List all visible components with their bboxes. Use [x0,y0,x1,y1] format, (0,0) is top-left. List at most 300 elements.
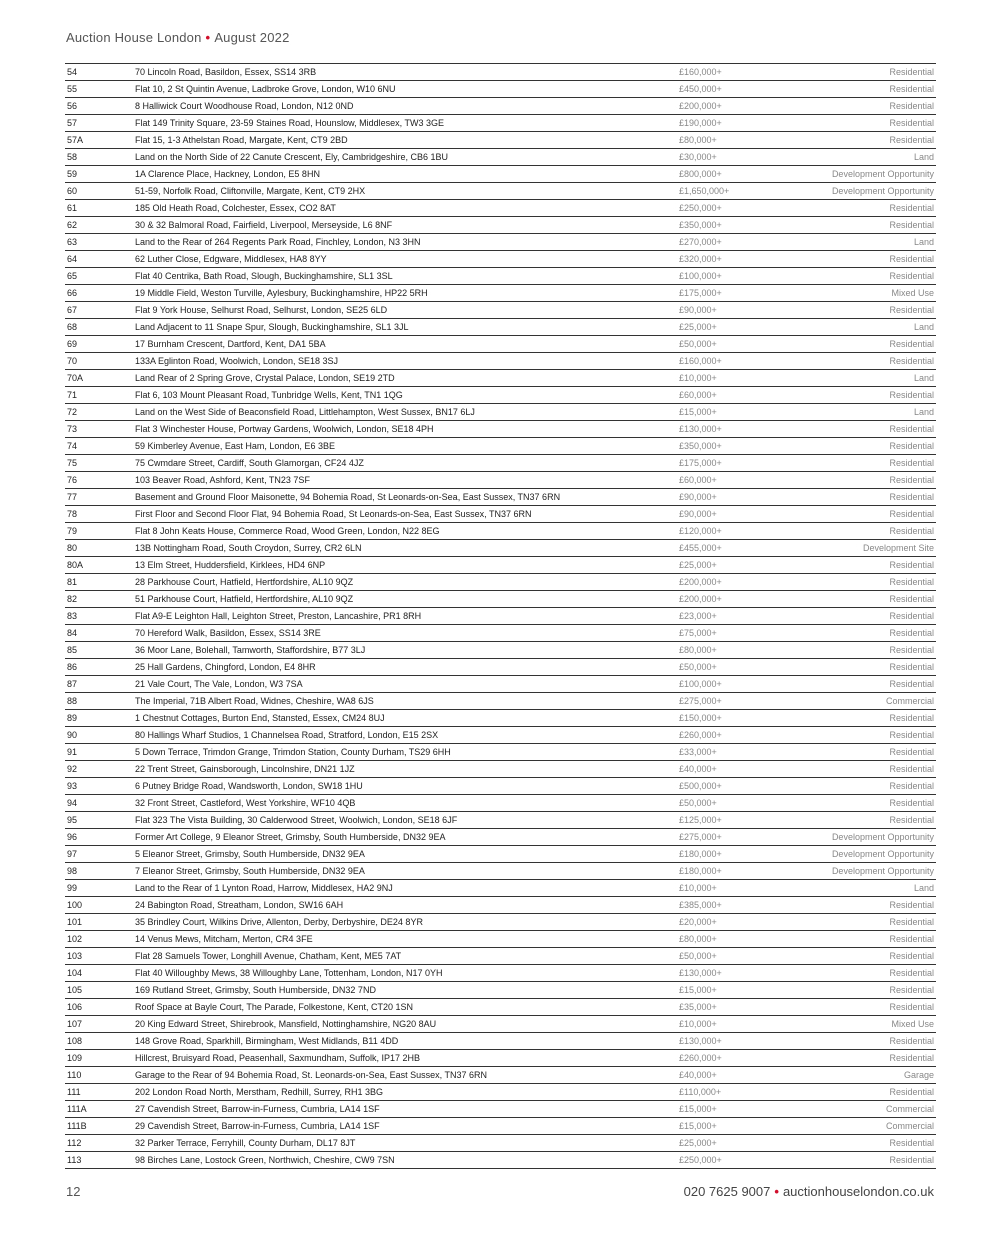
table-row [65,234,936,251]
website-link[interactable]: auctionhouselondon.co.uk [782,1184,934,1199]
lot-number: 76 [67,475,78,485]
table-row [65,914,936,931]
lot-number: 104 [67,968,83,978]
property-address: 30 & 32 Balmoral Road, Fairfield, Liverpool, Merseyside, L6 8NF [135,220,393,230]
guide-price: £270,000+ [679,237,722,247]
guide-price: £175,000+ [679,288,722,298]
property-type: Mixed Use [891,288,934,298]
property-address: 51 Parkhouse Court, Hatfield, Hertfordshire, AL10 9QZ [135,594,354,604]
lot-number: 70 [67,356,78,366]
property-type: Residential [889,764,934,774]
property-address: 5 Down Terrace, Trimdon Grange, Trimdon Station, County Durham, TS29 6HH [135,747,451,757]
guide-price: £130,000+ [679,1036,722,1046]
property-address: Flat 40 Centrika, Bath Road, Slough, Buckinghamshire, SL1 3SL [135,271,393,281]
property-type: Residential [889,917,934,927]
property-address: Land to the Rear of 1 Lynton Road, Harrow, Middlesex, HA2 9NJ [135,883,393,893]
guide-price: £200,000+ [679,594,722,604]
property-type: Residential [889,441,934,451]
phone-number: 020 7625 9007 [683,1184,771,1199]
table-row [65,999,936,1016]
lot-number: 85 [67,645,78,655]
lot-number: 97 [67,849,78,859]
property-address: Flat 6, 103 Mount Pleasant Road, Tunbridge Wells, Kent, TN1 1QG [135,390,403,400]
lot-number: 112 [67,1138,82,1148]
property-type: Land [913,407,934,417]
property-address: Flat 8 John Keats House, Commerce Road, Wood Green, London, N22 8EG [135,526,440,536]
table-row [65,217,936,234]
guide-price: £120,000+ [679,526,722,536]
guide-price: £190,000+ [679,118,722,128]
lot-number: 100 [67,900,83,910]
property-type: Development Opportunity [831,186,934,196]
guide-price: £90,000+ [679,492,717,502]
guide-price: £100,000+ [679,679,722,689]
lot-number: 57 [67,118,78,128]
table-row [65,200,936,217]
property-type: Residential [889,118,934,128]
table-row [65,625,936,642]
guide-price: £30,000+ [679,152,717,162]
table-row [65,659,936,676]
table-row [65,64,936,81]
property-type: Residential [889,781,934,791]
property-address: 36 Moor Lane, Bolehall, Tamworth, Staffordshire, B77 3LJ [135,645,366,655]
property-address: Land on the North Side of 22 Canute Crescent, Ely, Cambridgeshire, CB6 1BU [135,152,449,162]
lot-number: 69 [67,339,78,349]
lot-number: 67 [67,305,78,315]
property-type: Residential [889,900,934,910]
lot-number: 59 [67,169,78,179]
property-type: Residential [889,424,934,434]
lot-number: 82 [67,594,78,604]
property-type: Residential [889,458,934,468]
guide-price: £15,000+ [679,1121,717,1131]
lot-number: 62 [67,220,78,230]
property-type: Residential [889,1036,934,1046]
property-type: Residential [889,67,934,77]
guide-price: £1,650,000+ [679,186,730,196]
lot-number: 91 [67,747,78,757]
table-row [65,251,936,268]
table-row [65,829,936,846]
guide-price: £110,000+ [679,1087,722,1097]
table-row [65,506,936,523]
lot-number: 55 [67,84,78,94]
guide-price: £40,000+ [679,1070,717,1080]
lot-number: 94 [67,798,78,808]
property-type: Residential [889,101,934,111]
table-row [65,761,936,778]
guide-price: £450,000+ [679,84,722,94]
lot-number: 68 [67,322,78,332]
lot-number: 61 [67,203,78,213]
guide-price: £10,000+ [679,1019,717,1029]
guide-price: £15,000+ [679,1104,717,1114]
guide-price: £90,000+ [679,305,717,315]
property-type: Residential [889,84,934,94]
table-row [65,149,936,166]
lot-number: 111 [67,1087,81,1097]
footer-separator-dot: • [774,1184,779,1199]
lot-number: 90 [67,730,78,740]
property-type: Residential [889,203,934,213]
property-type: Residential [889,475,934,485]
table-row [65,574,936,591]
lot-number: 83 [67,611,78,621]
guide-price: £130,000+ [679,424,722,434]
lot-number: 79 [67,526,78,536]
property-address: 27 Cavendish Street, Barrow-in-Furness, Cumbria, LA14 1SF [135,1104,380,1114]
property-address: Flat 10, 2 St Quintin Avenue, Ladbroke Grove, London, W10 6NU [135,84,396,94]
lot-number: 66 [67,288,78,298]
property-address: 59 Kimberley Avenue, East Ham, London, E6 3BE [135,441,335,451]
property-type: Residential [889,951,934,961]
property-type: Residential [889,220,934,230]
guide-price: £80,000+ [679,645,717,655]
table-row [65,132,936,149]
guide-price: £33,000+ [679,747,717,757]
property-address: 24 Babington Road, Streatham, London, SW16 6AH [135,900,344,910]
lot-number: 54 [67,67,78,77]
table-row [65,1152,936,1169]
lot-number: 89 [67,713,78,723]
property-address: Flat 9 York House, Selhurst Road, Selhurst, London, SE25 6LD [135,305,388,315]
page-header [66,30,290,45]
lot-number: 108 [67,1036,83,1046]
lot-number: 80 [67,543,78,553]
lot-number: 58 [67,152,78,162]
table-row [65,81,936,98]
table-row [65,370,936,387]
property-address: 1A Clarence Place, Hackney, London, E5 8HN [135,169,320,179]
lot-number: 81 [67,577,78,587]
lot-number: 74 [67,441,78,451]
table-row [65,115,936,132]
guide-price: £23,000+ [679,611,717,621]
lot-number: 111A [67,1104,87,1114]
property-type: Residential [889,577,934,587]
guide-price: £90,000+ [679,509,717,519]
property-type: Residential [889,611,934,621]
table-row [65,387,936,404]
property-address: Flat 3 Winchester House, Portway Gardens, Woolwich, London, SE18 4PH [135,424,434,434]
table-row [65,846,936,863]
property-address: Hillcrest, Bruisyard Road, Peasenhall, Saxmundham, Suffolk, IP17 2HB [135,1053,420,1063]
property-type: Land [913,152,934,162]
property-type: Land [913,237,934,247]
lot-number: 113 [67,1155,82,1165]
lot-number: 56 [67,101,78,111]
guide-price: £100,000+ [679,271,722,281]
property-address: Flat A9-E Leighton Hall, Leighton Street, Preston, Lancashire, PR1 8RH [135,611,422,621]
guide-price: £200,000+ [679,577,722,587]
table-row [65,455,936,472]
header-separator-dot: • [205,30,211,45]
guide-price: £25,000+ [679,1138,717,1148]
property-type: Garage [903,1070,934,1080]
table-row [65,897,936,914]
guide-price: £320,000+ [679,254,722,264]
table-row [65,1067,936,1084]
property-address: 80 Hallings Wharf Studios, 1 Channelsea Road, Stratford, London, E15 2SX [135,730,439,740]
lot-number: 84 [67,628,78,638]
property-address: 75 Cwmdare Street, Cardiff, South Glamorgan, CF24 4JZ [135,458,364,468]
property-type: Residential [889,1053,934,1063]
guide-price: £80,000+ [679,934,717,944]
table-row [65,1101,936,1118]
table-row [65,693,936,710]
property-address: Flat 28 Samuels Tower, Longhill Avenue, Chatham, Kent, ME5 7AT [135,951,402,961]
lot-number: 71 [67,390,78,400]
property-address: 32 Front Street, Castleford, West Yorkshire, WF10 4QB [135,798,356,808]
property-address: 5 Eleanor Street, Grimsby, South Humberside, DN32 9EA [135,849,365,859]
guide-price: £60,000+ [679,475,717,485]
table-row [65,472,936,489]
lot-number: 72 [67,407,78,417]
lot-number: 93 [67,781,78,791]
property-address: Basement and Ground Floor Maisonette, 94 Bohemia Road, St Leonards-on-Sea, East Sussex, TN37 6RN [135,492,561,502]
lot-number: 70A [67,373,84,383]
lot-number: 102 [67,934,83,944]
lot-number: 80A [67,560,84,570]
property-address: 148 Grove Road, Sparkhill, Birmingham, West Midlands, B11 4DD [135,1036,399,1046]
property-address: 185 Old Heath Road, Colchester, Essex, CO2 8AT [135,203,336,213]
property-address: First Floor and Second Floor Flat, 94 Bohemia Road, St Leonards-on-Sea, East Sussex, TN37 6RN [135,509,532,519]
table-row [65,540,936,557]
table-row [65,642,936,659]
lot-number: 95 [67,815,78,825]
property-type: Residential [889,798,934,808]
guide-price: £260,000+ [679,1053,722,1063]
property-type: Residential [889,679,934,689]
table-row [65,523,936,540]
guide-price: £40,000+ [679,764,717,774]
table-row [65,1118,936,1135]
table-row [65,676,936,693]
property-type: Residential [889,1087,934,1097]
guide-price: £175,000+ [679,458,722,468]
table-row [65,982,936,999]
property-type: Commercial [885,1104,934,1114]
property-address: 70 Hereford Walk, Basildon, Essex, SS14 3RE [135,628,321,638]
property-type: Residential [889,509,934,519]
property-type: Residential [889,492,934,502]
property-type: Residential [889,1155,934,1165]
property-type: Residential [889,747,934,757]
guide-price: £180,000+ [679,849,722,859]
lot-number: 64 [67,254,78,264]
property-type: Commercial [885,1121,934,1131]
property-address: Land Rear of 2 Spring Grove, Crystal Palace, London, SE19 2TD [135,373,395,383]
guide-price: £150,000+ [679,713,722,723]
lot-number: 99 [67,883,78,893]
guide-price: £275,000+ [679,696,722,706]
property-type: Mixed Use [891,1019,934,1029]
lot-number: 98 [67,866,78,876]
guide-price: £200,000+ [679,101,722,111]
property-address: Flat 40 Willoughby Mews, 38 Willoughby Lane, Tottenham, London, N17 0YH [135,968,443,978]
property-type: Residential [889,135,934,145]
guide-price: £260,000+ [679,730,722,740]
property-address: 6 Putney Bridge Road, Wandsworth, London, SW18 1HU [135,781,363,791]
table-row [65,591,936,608]
property-address: 25 Hall Gardens, Chingford, London, E4 8HR [135,662,316,672]
page-footer-contact [684,1184,934,1199]
guide-price: £180,000+ [679,866,722,876]
property-address: Flat 149 Trinity Square, 23-59 Staines Road, Hounslow, Middlesex, TW3 3GE [135,118,444,128]
property-type: Residential [889,560,934,570]
property-type: Residential [889,934,934,944]
property-address: 21 Vale Court, The Vale, London, W3 7SA [135,679,303,689]
property-address: The Imperial, 71B Albert Road, Widnes, Cheshire, WA8 6JS [135,696,374,706]
property-address: Roof Space at Bayle Court, The Parade, Folkestone, Kent, CT20 1SN [135,1002,413,1012]
property-type: Residential [889,713,934,723]
table-row [65,183,936,200]
guide-price: £60,000+ [679,390,717,400]
table-row [65,1135,936,1152]
table-row [65,557,936,574]
lot-number: 111B [67,1121,87,1131]
table-row [65,336,936,353]
guide-price: £275,000+ [679,832,722,842]
property-type: Residential [889,968,934,978]
guide-price: £80,000+ [679,135,717,145]
lot-number: 109 [67,1053,83,1063]
lot-number: 63 [67,237,78,247]
guide-price: £20,000+ [679,917,717,927]
property-type: Residential [889,339,934,349]
property-type: Residential [889,628,934,638]
property-address: Land on the West Side of Beaconsfield Road, Littlehampton, West Sussex, BN17 6LJ [135,407,475,417]
property-address: 7 Eleanor Street, Grimsby, South Humberside, DN32 9EA [135,866,365,876]
auction-date: August 2022 [214,30,290,45]
guide-price: £800,000+ [679,169,722,179]
guide-price: £75,000+ [679,628,717,638]
property-type: Residential [889,254,934,264]
property-address: 62 Luther Close, Edgware, Middlesex, HA8 8YY [135,254,327,264]
property-type: Land [913,322,934,332]
table-row [65,795,936,812]
lot-number: 105 [67,985,83,995]
lot-number: 107 [67,1019,83,1029]
property-type: Development Opportunity [831,832,934,842]
property-address: 1 Chestnut Cottages, Burton End, Stansted, Essex, CM24 8UJ [135,713,385,723]
property-type: Residential [889,645,934,655]
guide-price: £385,000+ [679,900,722,910]
guide-price: £160,000+ [679,356,722,366]
guide-price: £25,000+ [679,322,717,332]
property-address: 14 Venus Mews, Mitcham, Merton, CR4 3FE [135,934,313,944]
property-address: Flat 15, 1-3 Athelstan Road, Margate, Kent, CT9 2BD [135,135,348,145]
table-row [65,744,936,761]
guide-price: £35,000+ [679,1002,717,1012]
lot-number: 96 [67,832,78,842]
property-type: Residential [889,594,934,604]
guide-price: £25,000+ [679,560,717,570]
property-type: Residential [889,815,934,825]
guide-price: £50,000+ [679,951,717,961]
property-address: Former Art College, 9 Eleanor Street, Grimsby, South Humberside, DN32 9EA [135,832,446,842]
property-type: Development Opportunity [831,169,934,179]
property-address: 19 Middle Field, Weston Turville, Aylesbury, Buckinghamshire, HP22 5RH [135,288,428,298]
guide-price: £50,000+ [679,798,717,808]
property-address: 13B Nottingham Road, South Croydon, Surrey, CR2 6LN [135,543,362,553]
property-type: Residential [889,662,934,672]
lot-number: 88 [67,696,78,706]
lot-number: 60 [67,186,78,196]
table-row [65,727,936,744]
guide-price: £455,000+ [679,543,722,553]
property-address: Garage to the Rear of 94 Bohemia Road, St. Leonards-on-Sea, East Sussex, TN37 6RN [135,1070,488,1080]
property-address: 17 Burnham Crescent, Dartford, Kent, DA1 5BA [135,339,326,349]
property-address: 22 Trent Street, Gainsborough, Lincolnshire, DN21 1JZ [135,764,355,774]
property-address: 32 Parker Terrace, Ferryhill, County Durham, DL17 8JT [135,1138,356,1148]
guide-price: £50,000+ [679,662,717,672]
property-address: Land to the Rear of 264 Regents Park Road, Finchley, London, N3 3HN [135,237,421,247]
property-address: 35 Brindley Court, Wilkins Drive, Allenton, Derby, Derbyshire, DE24 8YR [135,917,423,927]
guide-price: £10,000+ [679,883,717,893]
property-type: Residential [889,356,934,366]
table-row [65,421,936,438]
guide-price: £160,000+ [679,67,722,77]
lots-table [65,63,936,1169]
property-type: Residential [889,985,934,995]
guide-price: £10,000+ [679,373,717,383]
table-row [65,863,936,880]
lot-number: 78 [67,509,78,519]
table-row [65,285,936,302]
property-address: 13 Elm Street, Huddersfield, Kirklees, HD4 6NP [135,560,326,570]
lot-number: 101 [67,917,83,927]
org-name: Auction House London [66,30,202,45]
table-row [65,931,936,948]
lot-number: 73 [67,424,78,434]
lot-number: 92 [67,764,78,774]
property-type: Development Opportunity [831,866,934,876]
property-type: Residential [889,271,934,281]
guide-price: £350,000+ [679,220,722,230]
guide-price: £15,000+ [679,985,717,995]
property-type: Residential [889,390,934,400]
table-row [65,880,936,897]
table-row [65,166,936,183]
property-address: 202 London Road North, Merstham, Redhill, Surrey, RH1 3BG [135,1087,383,1097]
guide-price: £130,000+ [679,968,722,978]
guide-price: £125,000+ [679,815,722,825]
property-address: 103 Beaver Road, Ashford, Kent, TN23 7SF [135,475,310,485]
guide-price: £500,000+ [679,781,722,791]
lot-number: 87 [67,679,78,689]
property-address: Flat 323 The Vista Building, 30 Calderwood Street, Woolwich, London, SE18 6JF [135,815,458,825]
table-row [65,438,936,455]
table-row [65,710,936,727]
table-row [65,608,936,625]
property-address: 98 Birches Lane, Lostock Green, Northwich, Cheshire, CW9 7SN [135,1155,395,1165]
property-address: 28 Parkhouse Court, Hatfield, Hertfordshire, AL10 9QZ [135,577,354,587]
lot-number: 65 [67,271,78,281]
table-row [65,812,936,829]
guide-price: £15,000+ [679,407,717,417]
table-row [65,404,936,421]
guide-price: £50,000+ [679,339,717,349]
property-type: Land [913,883,934,893]
property-address: 51-59, Norfolk Road, Cliftonville, Margate, Kent, CT9 2HX [135,186,366,196]
table-row [65,98,936,115]
property-type: Residential [889,305,934,315]
table-row [65,489,936,506]
table-row [65,1050,936,1067]
property-address: 70 Lincoln Road, Basildon, Essex, SS14 3RB [135,67,317,77]
